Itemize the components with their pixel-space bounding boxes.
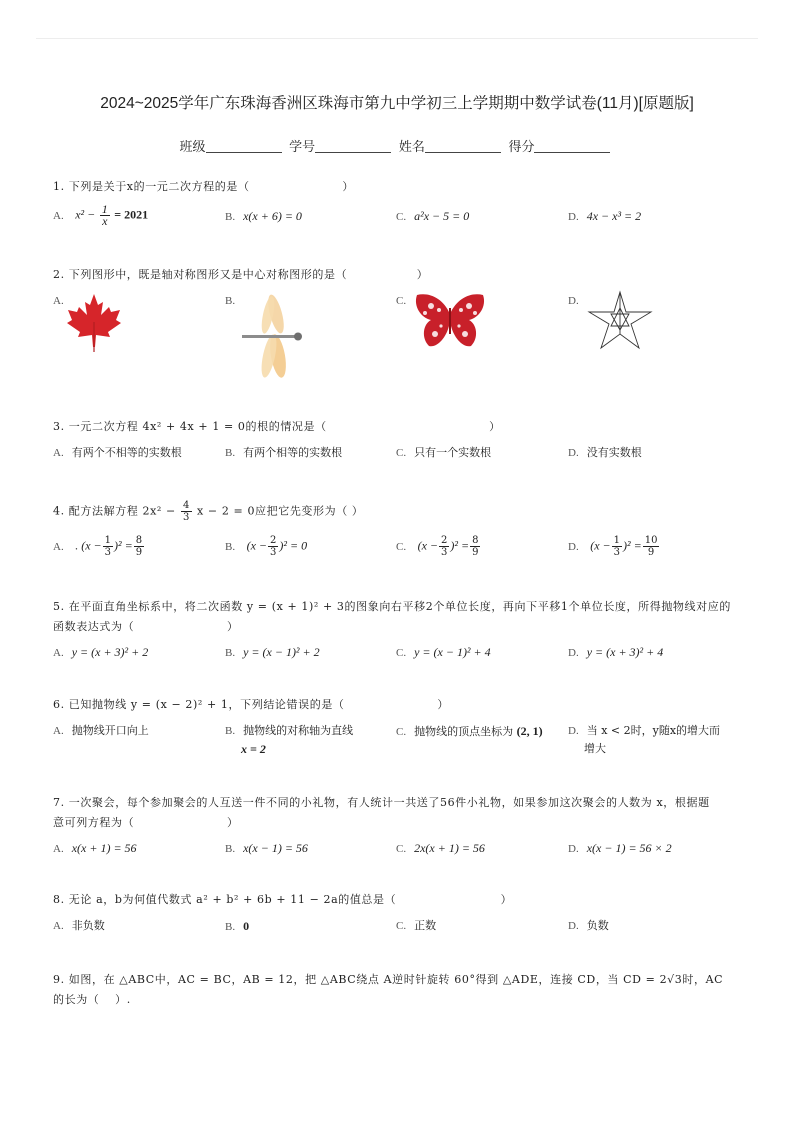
dragonfly-figure bbox=[240, 292, 306, 382]
maple-leaf-figure bbox=[65, 292, 123, 354]
option-c[interactable]: C. a²x − 5 = 0 bbox=[396, 209, 470, 223]
option-a[interactable]: A. y = (x + 3)² + 2 bbox=[53, 645, 149, 659]
id-blank[interactable] bbox=[315, 140, 391, 153]
score-label: 得分 bbox=[508, 139, 535, 154]
question-stem: 9. 如图，在 △ABC中，AC = BC，AB = 12，把 △ABC绕点 A逆时针旋转 60°得到 △ADE，连接 CD，当 CD = 2√3时，AC bbox=[53, 973, 724, 986]
option-d[interactable]: D. bbox=[568, 295, 579, 307]
question-stem-line-2: 意可列方程为（ ） bbox=[53, 816, 239, 829]
question-stem: 1. 下列是关于x的一元二次方程的是（ ） bbox=[53, 180, 354, 193]
option-d[interactable]: D. 4x − x³ = 2 bbox=[568, 209, 642, 223]
question-stem: 2. 下列图形中，既是轴对称图形又是中心对称图形的是（ ） bbox=[53, 268, 429, 281]
option-c[interactable]: C. 正数 bbox=[396, 919, 437, 932]
option-a[interactable]: A. 有两个不相等的实数根 bbox=[53, 446, 182, 459]
option-a[interactable]: A. 非负数 bbox=[53, 919, 105, 932]
option-b[interactable]: B. x(x − 1) = 56 bbox=[225, 841, 308, 855]
question-stem: 8. 无论 a，b为何值代数式 a² + b² + 6b + 11 − 2a的值总是（ ） bbox=[53, 893, 513, 906]
question-stem: 3. 一元二次方程 4x² + 4x + 1 = 0的根的情况是（ ） bbox=[53, 420, 501, 433]
class-label: 班级 bbox=[179, 139, 206, 154]
name-label: 姓名 bbox=[398, 139, 425, 154]
option-c[interactable]: C. 2x(x + 1) = 56 bbox=[396, 841, 485, 855]
option-d[interactable]: D. 当 x < 2时，y随x的增大而 增大 bbox=[568, 724, 721, 755]
option-a[interactable]: A. x² − $\frac{1}{x}$ = 2021 bbox=[53, 202, 149, 228]
question-5 bbox=[53, 597, 743, 637]
option-b[interactable]: B. (x − $\frac{2}{3}$ )² = 0 bbox=[225, 535, 308, 558]
butterfly-figure bbox=[413, 292, 487, 350]
question-3 bbox=[53, 417, 743, 437]
class-blank[interactable] bbox=[206, 140, 282, 153]
question-stem: 5. 在平面直角坐标系中，将二次函数 y = (x + 1)² + 3的图象向右平移2个单位长度，再向下平移1个单位长度，所得抛物线对应的 bbox=[53, 600, 731, 613]
name-blank[interactable] bbox=[425, 140, 501, 153]
option-d[interactable]: D. x(x − 1) = 56 × 2 bbox=[568, 841, 672, 855]
question-stem: 4. 配方法解方程 2x² − $\frac{4}{3}$ x − 2 = 0应把它先变形为（ ） bbox=[53, 500, 364, 523]
option-b[interactable]: B. y = (x − 1)² + 2 bbox=[225, 645, 320, 659]
id-label: 学号 bbox=[289, 139, 316, 154]
score-blank[interactable] bbox=[534, 140, 610, 153]
option-b[interactable]: B. bbox=[225, 295, 236, 307]
option-a[interactable]: A. . (x − $\frac{1}{3}$ )² = $\frac{8}{9}$ bbox=[53, 535, 143, 558]
option-a[interactable]: A. bbox=[53, 295, 64, 307]
question-stem: 7. 一次聚会，每个参加聚会的人互送一件不同的小礼物，有人统计一共送了56件小礼物，如果参加这次聚会的人数为 x，根据题 bbox=[53, 796, 710, 809]
header-divider bbox=[36, 38, 758, 39]
option-c[interactable]: C. 只有一个实数根 bbox=[396, 446, 492, 459]
option-b[interactable]: B. 0 bbox=[225, 919, 250, 933]
question-stem-line-2: 的长为（ ）. bbox=[53, 993, 131, 1006]
question-4 bbox=[53, 500, 743, 523]
option-c[interactable]: C. y = (x − 1)² + 4 bbox=[396, 645, 491, 659]
option-c[interactable]: C. (x − $\frac{2}{3}$ )² = $\frac{8}{9}$ bbox=[396, 535, 479, 558]
option-a[interactable]: A. x(x + 1) = 56 bbox=[53, 841, 137, 855]
question-8 bbox=[53, 890, 743, 910]
question-9 bbox=[53, 970, 743, 1010]
option-b[interactable]: B. x(x + 6) = 0 bbox=[225, 209, 302, 223]
question-2 bbox=[53, 265, 743, 285]
option-a[interactable]: A. 抛物线开口向上 bbox=[53, 724, 149, 737]
option-d[interactable]: D. y = (x + 3)² + 4 bbox=[568, 645, 664, 659]
option-c[interactable]: C. bbox=[396, 295, 407, 307]
question-1 bbox=[53, 177, 743, 197]
question-stem: 6. 已知抛物线 y = (x − 2)² + 1，下列结论错误的是（ ） bbox=[53, 698, 449, 711]
option-d[interactable]: D. (x − $\frac{1}{3}$ )² = $\frac{10}{9}$ bbox=[568, 535, 658, 558]
option-d[interactable]: D. 没有实数根 bbox=[568, 446, 642, 459]
option-b[interactable]: B. 有两个相等的实数根 bbox=[225, 446, 343, 459]
star-figure bbox=[585, 290, 655, 350]
question-7 bbox=[53, 793, 743, 833]
option-d[interactable]: D. 负数 bbox=[568, 919, 609, 932]
page-title: 2024~2025学年广东珠海香洲区珠海市第九中学初三上学期期中数学试卷(11月)[原题版] bbox=[100, 95, 694, 112]
question-6 bbox=[53, 695, 743, 715]
student-info-line bbox=[0, 136, 794, 155]
option-b[interactable]: B. 抛物线的对称轴为直线 x = 2 bbox=[225, 724, 354, 756]
option-c[interactable]: C. 抛物线的顶点坐标为 (2, 1) bbox=[396, 724, 543, 738]
fraction: $\frac{4}{3}$ bbox=[182, 500, 190, 523]
fraction: $\frac{1}{x}$ bbox=[101, 202, 108, 228]
question-stem-line-2: 函数表达式为（ ） bbox=[53, 620, 239, 633]
